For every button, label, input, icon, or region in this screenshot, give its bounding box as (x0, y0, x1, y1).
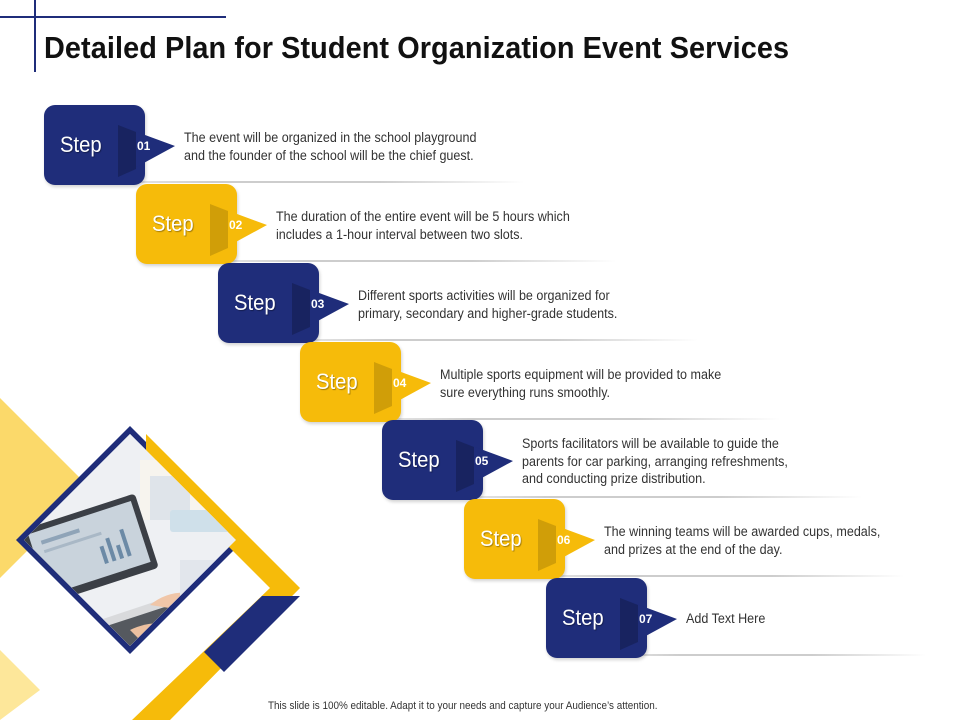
corner-line-horizontal (0, 16, 226, 18)
step-label: Step (316, 369, 358, 394)
decorative-frame (0, 390, 310, 720)
gold-diamond-bottom (0, 650, 40, 720)
step-description: The winning teams will be awarded cups, medals, and prizes at the end of the day. (604, 524, 881, 557)
footer-note: This slide is 100% editable. Adapt it to your needs and capture your Audience’s attention. (268, 700, 658, 712)
step-description: Different sports activities will be organized for primary, secondary and higher-grade students. (358, 288, 618, 321)
step-number: 03 (311, 297, 325, 311)
step-label: Step (562, 605, 604, 630)
step-row-06 (464, 499, 960, 579)
step-row-04 (300, 342, 860, 422)
step-description: The event will be organized in the school playground and the founder of the school will be the chief guest. (184, 130, 477, 163)
step-row-02 (136, 184, 696, 264)
step-label: Step (480, 526, 522, 551)
corner-line-vertical (34, 0, 36, 72)
step-row-03 (218, 263, 778, 343)
step-row-01 (44, 105, 604, 185)
step-label: Step (234, 290, 276, 315)
step-number: 02 (229, 218, 243, 232)
step-row-07 (546, 578, 960, 658)
step-number: 05 (475, 454, 489, 468)
step-number: 01 (137, 139, 151, 153)
step-description: The duration of the entire event will be 5 hours which includes a 1-hour interval between two slots. (276, 209, 570, 242)
step-label: Step (152, 211, 194, 236)
step-label: Step (398, 447, 440, 472)
step-label: Step (60, 132, 102, 157)
step-number: 07 (639, 612, 653, 626)
step-number: 06 (557, 533, 571, 547)
step-description: Add Text Here (686, 611, 766, 626)
step-number: 04 (393, 376, 407, 390)
step-description: Sports facilitators will be available to guide the parents for car parking, arranging refreshments, and conducting prize distribution. (522, 436, 788, 486)
navy-corner-accent (204, 596, 300, 672)
step-description: Multiple sports equipment will be provided to make sure everything runs smoothly. (440, 367, 722, 400)
step-row-05 (382, 420, 942, 500)
page-title: Detailed Plan for Student Organization Event Services (44, 30, 790, 65)
